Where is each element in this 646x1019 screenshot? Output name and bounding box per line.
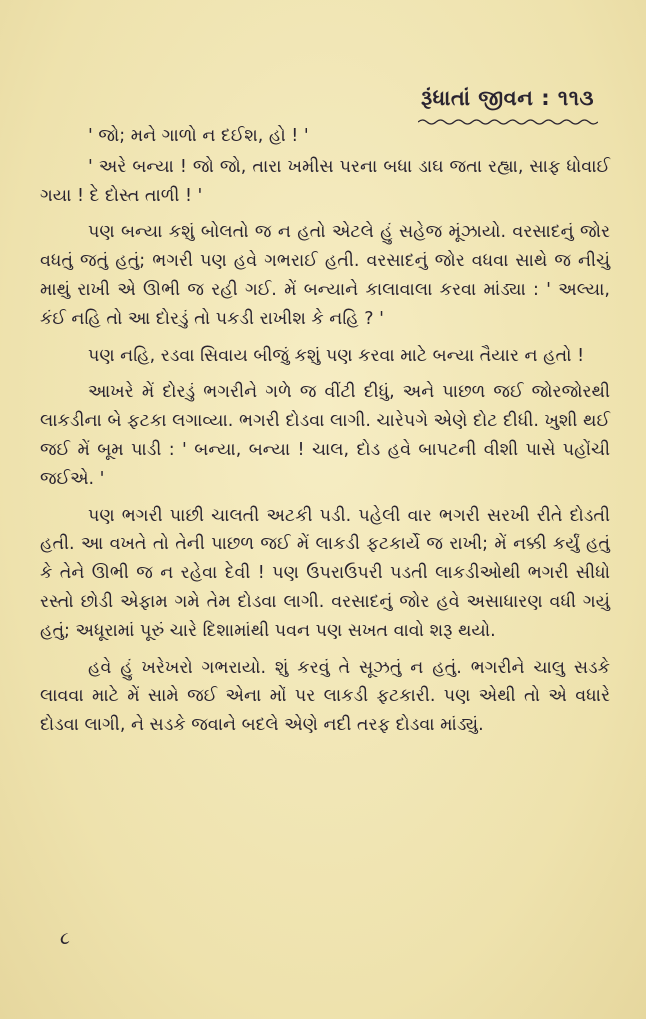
- folio-mark: ૮: [60, 928, 70, 949]
- running-header: રૂંધાતાં જીવન : ૧૧૩: [420, 86, 594, 110]
- paragraph: પણ બન્યા કશું બોલતો જ ન હતો એટલે હું સહેજ મૂંઝાયો. વરસાદનું જોર વધતું જતું હતું; ભગરી પણ હવે ગભરાઈ હતી. વરસાદનું જોર વધવા સાથે જ નીચું માથું રાખી એ ઊભી જ રહી ગઈ. મેં બન્યાને કાલાવાલા કરવા માંડ્યા : ' અલ્યા, કંઈ નહિ તો આ દોરડું તો પકડી રાખીશ કે નહિ ? ': [40, 222, 610, 329]
- paragraph: પણ નહિ, રડવા સિવાય બીજું કશું પણ કરવા માટે બન્યા તૈયાર ન હતો !: [88, 345, 585, 366]
- paragraph: ' અરે બન્યા ! જો જો, તારા ખમીસ પરના બધા ડાઘ જતા રહ્યા, સાફ ધોવાઈ ગયા ! દે દોસ્ત તાળી ! ': [40, 156, 610, 206]
- paragraph: પણ ભગરી પાછી ચાલતી અટકી પડી. પહેલી વાર ભગરી સરખી રીતે દોડતી હતી. આ વખતે તો તેની પાછળ જઈ મેં લાકડી ફટકાર્યે જ રાખી; મેં નક્કી કર્યું હતું કે તેને ઊભી જ ન રહેવા દેવી ! પણ ઉપરાઉપરી પડતી લાકડીઓથી ભગરી સીધો રસ્તો છોડી એફામ ગમે તેમ દોડવા લાગી. વરસાદનું જોર હવે અસાધારણ વધી ગયું હતું; અધૂરામાં પૂરું ચારે દિશામાંથી પવન પણ સખત વાવો શરૂ થયો.: [40, 505, 610, 641]
- body-text: [40, 122, 610, 748]
- paragraph: હવે હું ખરેખરો ગભરાયો. શું કરવું તે સૂઝતું ન હતું. ભગરીને ચાલુ સડકે લાવવા માટે મેં સામે જઈ એના મોં પર લાકડી ફટકારી. પણ એથી તો એ વધારે દોડવા લાગી, ને સડકે જવાને બદલે એણે નદી તરફ દોડવા માંડ્યું.: [40, 657, 610, 736]
- paragraph: આખરે મેં દોરડું ભગરીને ગળે જ વીંટી દીધું, અને પાછળ જઈ જોરજોરથી લાકડીના બે ફટકા લગાવ્યા. ભગરી દોડવા લાગી. ચારેપગે એણે દોટ દીધી. ખુશી થઈ જઈ મેં બૂમ પાડી : ' બન્યા, બન્યા ! ચાલ, દોડ હવે બાપટની વીશી પાસે પહોંચી જઈએ. ': [40, 382, 610, 489]
- paragraph: ' જો; મને ગાળો ન દઈશ, હો ! ': [88, 126, 309, 146]
